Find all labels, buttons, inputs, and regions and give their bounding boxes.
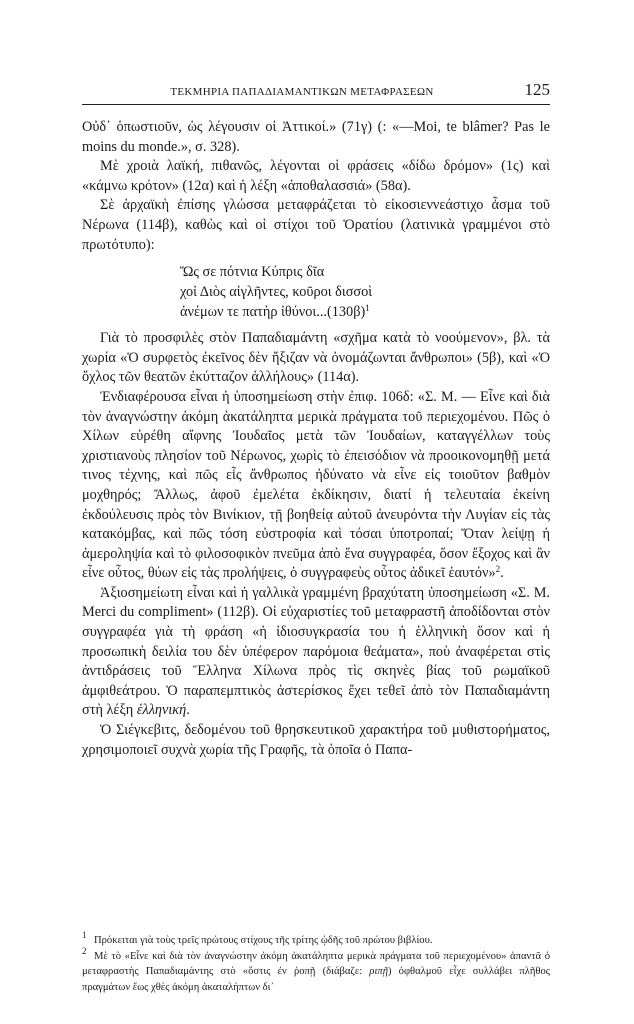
footnote-2-text-end: ) ὀφθαλμοῦ εἶχε συλλάβει πλῆθος πραγμάτων ἕως χθὲς ἀκόμη ἀκαταλήπτων δι᾽ bbox=[82, 966, 550, 993]
paragraph-7: Ὁ Σιέγκεβιτς, δεδομένου τοῦ θρησκευτικοῦ χαρακτήρα τοῦ μυθιστορήματος, χρησιμοποιεῖ συχνὰ χωρία τῆς Γραφῆς, τὰ ὁποῖα ὁ Παπα- bbox=[82, 722, 550, 758]
main-text bbox=[82, 118, 550, 760]
footnote-1: $^1$ Πρόκειται γιὰ τοὺς τρεῖς πρώτους στίχους τῆς τρίτης ᾠδῆς τοῦ πρώτου βιβλίου. bbox=[82, 930, 433, 946]
paragraph-5: Ἐνδιαφέρουσα εἶναι ἡ ὑποσημείωση στὴν ἐπιφ. 106δ: «Σ. Μ. — Εἶνε καὶ διὰ τὸν ἀναγνώστην ἀκόμη ἀκατάληπτα μερικὰ πράγματα τοῦ περιεχομένου. Πῶς ὁ Χίλων εὑρέθη αἴφνης Ἰουδαῖος μετὰ τῶν Ἰουδαίων, καταγγέλλων τοὺς χριστιανοὺς πλησίον τοῦ Νέρωνος, χωρὶς τὸ ἐπεισόδιον νὰ προοικονομηθῇ μετά τινος τέχνης, καὶ πῶς εἷς ἄνθρωπος ἠδύνατο νὰ εἶνε εἰς τοιοῦτον βαθμὸν μοχθηρός; Ἄλλως, ἀφοῦ ἐμελέτα ἐκδίκησιν, διατί ἡ τελευταία ἐκείνη ἐκδούλευσις πρὸς τὸν Βινίκιον, τῇ βοηθείᾳ αὐτοῦ ἀνευρόντα τὴν Λυγίαν εἰς τὰς κατακόμβας, καὶ πῶς τόση εὐστροφία καὶ τόσαι ὑποτροπαί; Ὅταν λείψῃ ἡ ἀμεροληψία καὶ τὸ φιλοσοφικὸν πνεῦμα ἀπὸ ἕνα συγγραφέα, ὅσον ἔξοχος καὶ ἂν εἶνε οὗτος, θύων εἰς τὰς προλήψεις, ὁ συγγραφεὺς οὗτος ἀδικεῖ ἑαυτόν»$^2$. bbox=[82, 388, 550, 582]
poem-line-last bbox=[180, 302, 550, 322]
footnote-2-text: Μὲ τὸ «Εἶνε καὶ διὰ τὸν ἀναγνώστην ἀκόμη ἀκατάληπτα μερικὰ πράγματα τοῦ περιεχομένου» ἀπαντᾶ ὁ μεταφραστὴς Παπαδιαμάντης στὸ «ὅστις ἐν ῥοπῇ (διάβαζε: bbox=[82, 950, 550, 978]
poem-line-text: ἀνέμων τε πατὴρ ἰθύνοι...(130β) bbox=[180, 304, 366, 321]
header-rule bbox=[82, 104, 550, 105]
poem-quotation bbox=[180, 262, 550, 322]
paragraph-3: Σὲ ἀρχαϊκὴ ἐπίσης γλώσσα μεταφράζεται τὸ εἰκοσιεννεάστιχο ἆσμα τοῦ Νέρωνα (114β), καθὼς καὶ οἱ στίχοι τοῦ Ὁρατίου (λατινικὰ γραμμένοι στὸ πρωτότυπο): bbox=[82, 197, 550, 253]
footnote-1-text: Πρόκειται γιὰ τοὺς τρεῖς πρώτους στίχους τῆς τρίτης ᾠδῆς τοῦ πρώτου βιβλίου. bbox=[94, 935, 433, 946]
paragraph-1: Οὐδ᾽ ὁπωστιοῦν, ὡς λέγουσιν οἱ Ἀττικοί.» (71γ) (: «—Moi, te blâmer? Pas le moins du monde.», σ. 328). bbox=[82, 119, 550, 155]
paragraph-6-italic: ἑλληνική bbox=[136, 702, 187, 719]
footnote-ref-1[interactable]: 1 bbox=[365, 303, 370, 314]
paragraph-6-end: . bbox=[186, 702, 190, 719]
footnote-ref-2[interactable]: 2 bbox=[495, 564, 501, 575]
paragraph-5-text: Ἐνδιαφέρουσα εἶναι ἡ ὑποσημείωση στὴν ἐπιφ. 106δ: «Σ. Μ. — Εἶνε καὶ διὰ τὸν ἀναγνώστην ἀκόμη ἀκατάληπτα μερικὰ πράγματα τοῦ περιεχομένου. Πῶς ὁ Χίλων εὑρέθη αἴφνης Ἰουδαῖος μετὰ τῶν Ἰουδαίων, καταγγέλλων τοὺς χριστιανοὺς πλησίον τοῦ Νέρωνος, χωρὶς τὸ ἐπεισόδιον νὰ προοικονομηθῇ μετά τινος τέχνης, καὶ πῶς εἷς ἄνθρωπος ἠδύνατο νὰ εἶνε εἰς τοιοῦτον βαθμὸν μοχθηρός; Ἄλλως, ἀφοῦ ἐμελέτα ἐκδίκησιν, διατί ἡ τελευταία ἐκείνη ἐκδούλευσις πρὸς τὸν Βινίκιον, τῇ βοηθείᾳ αὐτοῦ ἀνευρόντα τὴν Λυγίαν εἰς τὰς κατακόμβας, καὶ πῶς τόση εὐστροφία καὶ τόσαι ὑποτροπαί; Ὅταν λείψῃ ἡ ἀμεροληψία καὶ τὸ φιλοσοφικὸν πνεῦμα ἀπὸ ἕνα συγγραφέα, ὅσον ἔξοχος καὶ ἂν εἶνε οὗτος, θύων εἰς τὰς προλήψεις, ὁ συγγραφεὺς οὗτος ἀδικεῖ ἑαυτόν» bbox=[82, 388, 550, 582]
paragraph-4: Γιὰ τὸ προσφιλὲς στὸν Παπαδιαμάντη «σχῆμα κατὰ τὸ νοούμενον», βλ. τὰ χωρία «Ὁ συρφετὸς ἐκεῖνος δὲν ἤξιζαν νὰ ὀνομάζωνται ἄνθρωποι» (5β), καὶ «Ὁ ὄχλος τῶν θεατῶν ἐκύτταζον ἀλλήλους» (114α). bbox=[82, 330, 550, 386]
poem-line: χοἰ Διὸς αἰγλῆντες, κοῦροι δισσοὶ bbox=[180, 284, 373, 301]
footnote-2-italic: ριπῇ bbox=[369, 966, 388, 978]
footnotes bbox=[82, 930, 550, 995]
paragraph-2: Μὲ χροιὰ λαϊκή, πιθανῶς, λέγονται οἱ φράσεις «δίδω δρόμον» (1ς) καὶ «κάμνω κρότον» (12α) καὶ ἡ λέξη «ἀποθαλασσιά» (58α). bbox=[82, 158, 550, 194]
footnote-2: $^2$ Μὲ τὸ «Εἶνε καὶ διὰ τὸν ἀναγνώστην ἀκόμη ἀκατάληπτα μερικὰ πράγματα τοῦ περιεχομένου» ἀπαντᾶ ὁ μεταφραστὴς Παπαδιαμάντης στὸ «ὅστις ἐν ῥοπῇ (διάβαζε: ριπῇ) ὀφθαλμοῦ εἶχε συλλάβει πλῆθος πραγμάτων ἕως χθὲς ἀκόμη ἀκαταλήπτων δι᾽ bbox=[82, 945, 550, 993]
page-header bbox=[82, 80, 550, 102]
paragraph-6 bbox=[82, 584, 550, 721]
paragraph-6-text: Ἀξιοσημείωτη εἶναι καὶ ἡ γαλλικὰ γραμμένη βραχύτατη ὑποσημείωση «Σ. Μ. Merci du compliment» (112β). Οἱ εὐχαριστίες τοῦ μεταφραστῆ ἀποδίδονται στὸν συγγραφέα γιὰ τὴ φράση «ἡ ἰδιοσυγκρασία του ἡ ἑλληνικὴ ὅσον καὶ ἡ προσωπικὴ δειλία του δὲν ὑπέφερον παρόμοια θεάματα», ποὺ ἀναφέρεται στὶς ἀντιδράσεις τοῦ Ἕλληνα Χίλωνα πρὸς τὶς σκηνὲς βίας τοῦ ρωμαϊκοῦ ἀμφιθεάτρου. Ὁ παραπεμπτικὸς ἀστερίσκος ἔχει τεθεῖ ἀπὸ τὸν Παπαδιαμάντη στὴ λέξη bbox=[82, 584, 550, 719]
running-head: ΤΕΚΜΗΡΙΑ ΠΑΠΑΔΙΑΜΑΝΤΙΚΩΝ ΜΕΤΑΦΡΑΣΕΩΝ bbox=[170, 86, 434, 98]
poem-line: Ὥς σε πότνια Κύπρις δῖα bbox=[180, 264, 325, 281]
page-number: 125 bbox=[524, 80, 550, 99]
